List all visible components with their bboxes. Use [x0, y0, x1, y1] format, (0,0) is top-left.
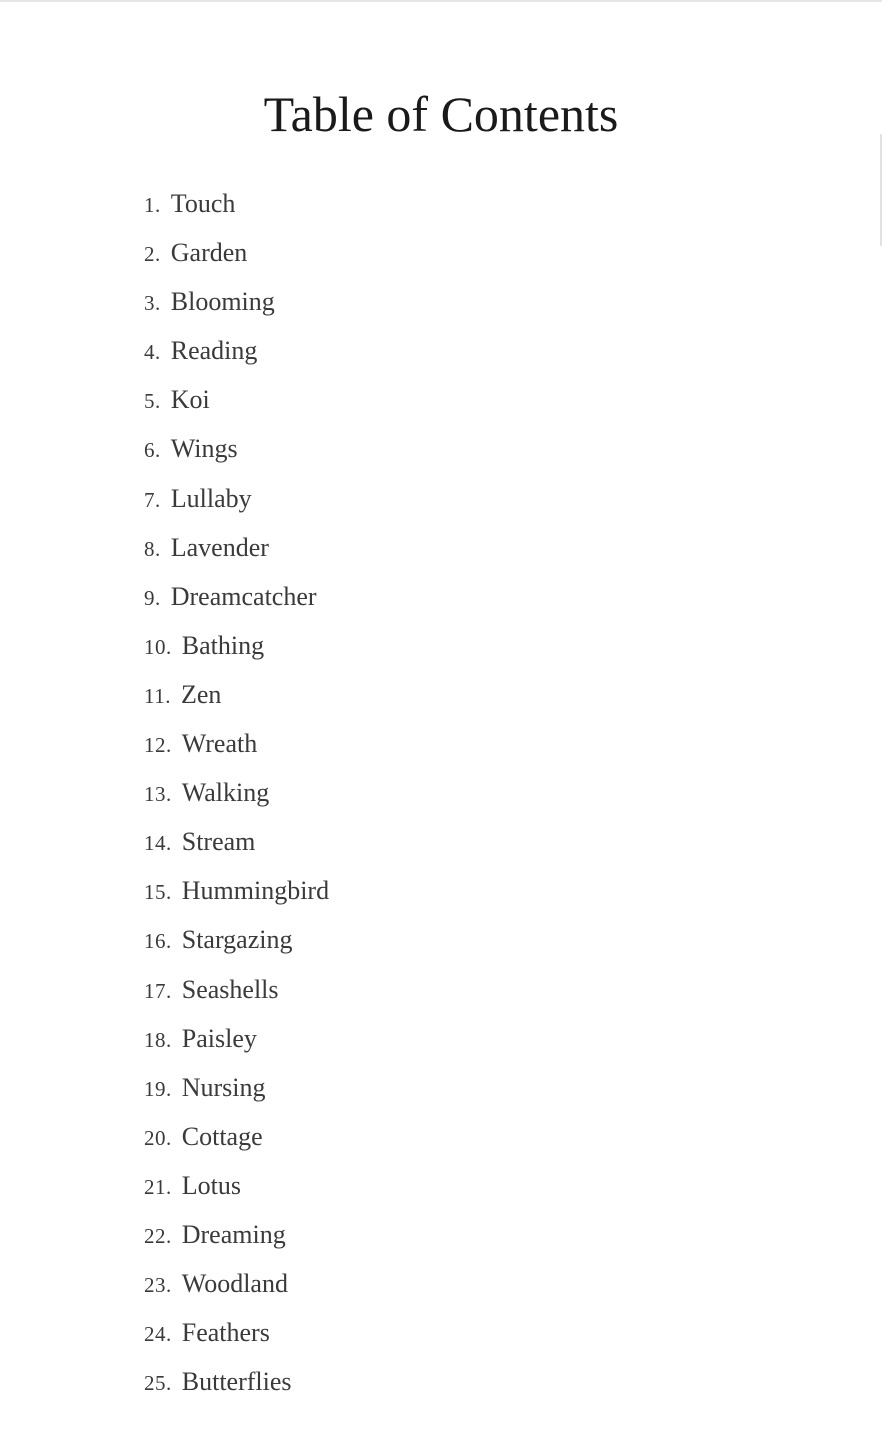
toc-item-bathing[interactable] [144, 624, 329, 673]
toc-item-lotus[interactable] [144, 1164, 329, 1213]
toc-item-zen[interactable] [144, 673, 329, 722]
toc-item-wreath[interactable] [144, 722, 329, 771]
toc-item-number: 16. [144, 929, 172, 954]
toc-item-label: Lullaby [170, 483, 252, 513]
toc-item-number: 1. [144, 193, 161, 217]
toc-item-label: Stream [181, 827, 256, 857]
toc-item-label: Cottage [181, 1121, 263, 1151]
toc-item-garden[interactable] [144, 231, 329, 280]
toc-item-number: 15. [144, 880, 172, 905]
toc-item-label: Woodland [181, 1269, 288, 1299]
toc-item-number: 7. [144, 487, 161, 512]
toc-item-butterflies[interactable] [144, 1360, 329, 1409]
toc-item-label: Paisley [181, 1023, 257, 1053]
toc-item-number: 12. [144, 733, 172, 758]
toc-item-dreamcatcher[interactable] [144, 575, 329, 624]
toc-item-number: 20. [144, 1125, 172, 1150]
toc-item-number: 3. [144, 291, 161, 316]
toc-item-label: Touch [170, 189, 236, 218]
toc-item-label: Dreaming [181, 1219, 286, 1249]
toc-item-number: 24. [144, 1322, 172, 1347]
toc-item-number: 13. [144, 782, 172, 807]
toc-item-label: Bathing [181, 630, 265, 660]
toc-item-koi[interactable] [144, 378, 329, 427]
toc-item-number: 6. [144, 438, 161, 463]
toc-item-label: Dreamcatcher [170, 581, 317, 611]
toc-item-number: 5. [144, 389, 161, 414]
toc-item-label: Garden [170, 238, 248, 268]
toc-item-number: 10. [144, 634, 172, 659]
toc-item-stargazing[interactable] [144, 918, 329, 967]
toc-item-number: 2. [144, 242, 161, 267]
toc-item-number: 11. [144, 683, 171, 708]
toc-item-label: Lavender [170, 532, 269, 562]
toc-item-number: 21. [144, 1174, 172, 1199]
toc-item-label: Zen [180, 679, 222, 709]
toc-item-label: Butterflies [181, 1367, 292, 1397]
toc-item-label: Feathers [181, 1318, 270, 1348]
toc-item-cottage[interactable] [144, 1115, 329, 1164]
toc-item-label: Lotus [181, 1170, 241, 1200]
toc-item-wings[interactable] [144, 427, 329, 476]
toc-item-seashells[interactable] [144, 968, 329, 1017]
toc-item-number: 23. [144, 1273, 172, 1298]
toc-item-nursing[interactable] [144, 1066, 329, 1115]
toc-item-reading[interactable] [144, 329, 329, 378]
toc-item-label: Nursing [181, 1072, 266, 1102]
toc-item-walking[interactable] [144, 771, 329, 820]
toc-item-number: 9. [144, 585, 161, 610]
toc-item-stream[interactable] [144, 820, 329, 869]
toc-item-hummingbird[interactable] [144, 869, 329, 918]
toc-item-blooming[interactable] [144, 280, 329, 329]
toc-item-label: Blooming [170, 287, 275, 317]
toc-item-number: 17. [144, 978, 172, 1003]
toc-item-number: 8. [144, 536, 161, 561]
toc-item-label: Seashells [181, 974, 279, 1004]
toc-item-woodland[interactable] [144, 1262, 329, 1311]
toc-item-label: Walking [181, 778, 270, 808]
toc-item-label: Hummingbird [181, 876, 330, 906]
toc-item-feathers[interactable] [144, 1311, 329, 1360]
toc-item-paisley[interactable] [144, 1017, 329, 1066]
top-divider [0, 0, 882, 2]
toc-item-number: 18. [144, 1027, 172, 1052]
toc-item-label: Reading [170, 336, 258, 366]
toc-item-dreaming[interactable] [144, 1213, 329, 1262]
toc-item-label: Stargazing [181, 925, 293, 955]
toc-item-number: 25. [144, 1371, 172, 1396]
table-of-contents-list [144, 182, 329, 1409]
toc-item-lullaby[interactable] [144, 477, 329, 526]
toc-item-lavender[interactable] [144, 526, 329, 575]
toc-item-label: Wings [170, 434, 238, 464]
toc-item-label: Wreath [181, 729, 258, 759]
toc-item-label: Koi [170, 385, 210, 415]
toc-item-number: 22. [144, 1223, 172, 1248]
toc-item-number: 14. [144, 831, 172, 856]
toc-item-number: 19. [144, 1076, 172, 1101]
toc-item-number: 4. [144, 340, 161, 365]
page-title: Table of Contents [263, 86, 619, 142]
toc-item-touch[interactable] [144, 182, 329, 231]
